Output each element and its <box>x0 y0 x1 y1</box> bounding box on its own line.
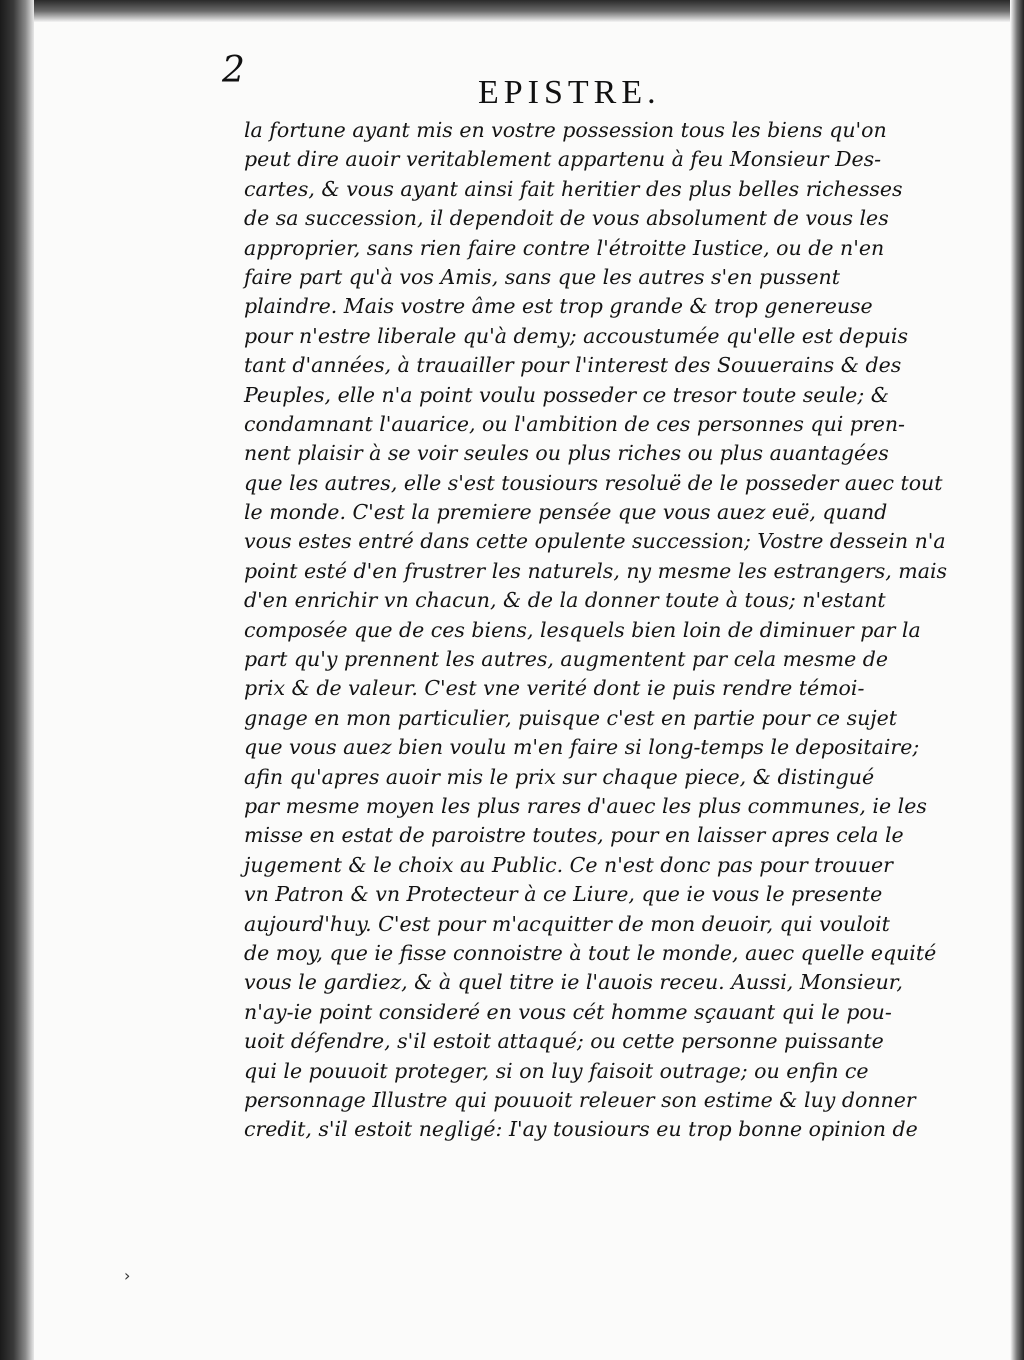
text-line: tant d'années, à trauailler pour l'interest des Souuerains & des <box>244 353 902 378</box>
text-line: vn Patron & vn Protecteur à ce Liure, que ie vous le presente <box>244 882 883 907</box>
text-line: par mesme moyen les plus rares d'auec les plus communes, ie les <box>244 793 927 818</box>
scan-edge-left <box>0 0 34 1360</box>
text-line: credit, s'il estoit negligé: I'ay tousiours eu trop bonne opinion de <box>244 1117 918 1142</box>
text-line: misse en estat de paroistre toutes, pour en laisser apres cela le <box>244 823 904 848</box>
text-line: n'ay-ie point consideré en vous cét homme sçauant qui le pou- <box>244 999 892 1024</box>
handwritten-page-number: 2 <box>222 50 247 91</box>
text-line: afin qu'apres auoir mis le prix sur chaque piece, & distingué <box>244 764 875 789</box>
margin-mark-icon: › <box>124 1266 131 1285</box>
scan-edge-right <box>1010 0 1024 1360</box>
text-line: uoit défendre, s'il estoit attaqué; ou cette personne puissante <box>244 1029 884 1054</box>
text-line: le monde. C'est la premiere pensée que vous auez euë, quand <box>244 500 888 525</box>
text-line: gnage en mon particulier, puisque c'est en partie pour ce sujet <box>244 705 898 730</box>
text-line: d'en enrichir vn chacun, & de la donner toute à tous; n'estant <box>244 588 886 613</box>
text-line: Peuples, elle n'a point voulu posseder ce tresor toute seule; & <box>244 382 889 407</box>
text-line: peut dire auoir veritablement appartenu à feu Monsieur Des- <box>244 147 882 172</box>
text-line: cartes, & vous ayant ainsi fait heritier des plus belles richesses <box>244 176 903 201</box>
text-line: nent plaisir à se voir seules ou plus riches ou plus auantagées <box>244 441 889 466</box>
text-line: que vous auez bien voulu m'en faire si long-temps le depositaire; <box>244 735 920 760</box>
text-line: point esté d'en frustrer les naturels, ny mesme les estrangers, mais <box>244 558 948 583</box>
text-line: composée que de ces biens, lesquels bien loin de diminuer par la <box>244 617 921 642</box>
text-line: personnage Illustre qui pouuoit releuer son estime & luy donner <box>244 1087 916 1112</box>
text-line: part qu'y prennent les autres, augmentent par cela mesme de <box>244 647 889 672</box>
text-line: plaindre. Mais vostre âme est trop grande & trop genereuse <box>244 294 873 319</box>
text-line: que les autres, elle s'est tousiours resoluë de le posseder auec tout <box>244 470 943 495</box>
text-line: la fortune ayant mis en vostre possession tous les biens qu'on <box>244 118 887 142</box>
text-line: vous estes entré dans cette opulente succession; Vostre dessein n'a <box>244 529 946 554</box>
text-line: qui le pouuoit proteger, si on luy faisoit outrage; ou enfin ce <box>244 1058 869 1083</box>
body-text <box>244 116 948 1145</box>
text-line: de sa succession, il dependoit de vous absolument de vous les <box>244 206 889 231</box>
text-line: pour n'estre liberale qu'à demy; accoustumée qu'elle est depuis <box>244 323 908 348</box>
text-line: prix & de valeur. C'est vne verité dont ie puis rendre témoi- <box>244 676 865 701</box>
text-line: vous le gardiez, & à quel titre ie l'auois receu. Aussi, Monsieur, <box>244 970 903 995</box>
scan-edge-top <box>0 0 1024 22</box>
text-line: faire part qu'à vos Amis, sans que les autres s'en pussent <box>244 264 840 289</box>
text-line: approprier, sans rien faire contre l'étroitte Iustice, ou de n'en <box>244 235 885 260</box>
running-head: EPISTRE. <box>478 74 661 111</box>
text-line: aujourd'huy. C'est pour m'acquitter de mon deuoir, qui vouloit <box>244 911 890 936</box>
text-line: condamnant l'auarice, ou l'ambition de ces personnes qui pren- <box>244 411 905 436</box>
text-line: jugement & le choix au Public. Ce n'est donc pas pour trouuer <box>244 852 893 877</box>
text-line: de moy, que ie fisse connoistre à tout le monde, auec quelle equité <box>244 940 937 965</box>
